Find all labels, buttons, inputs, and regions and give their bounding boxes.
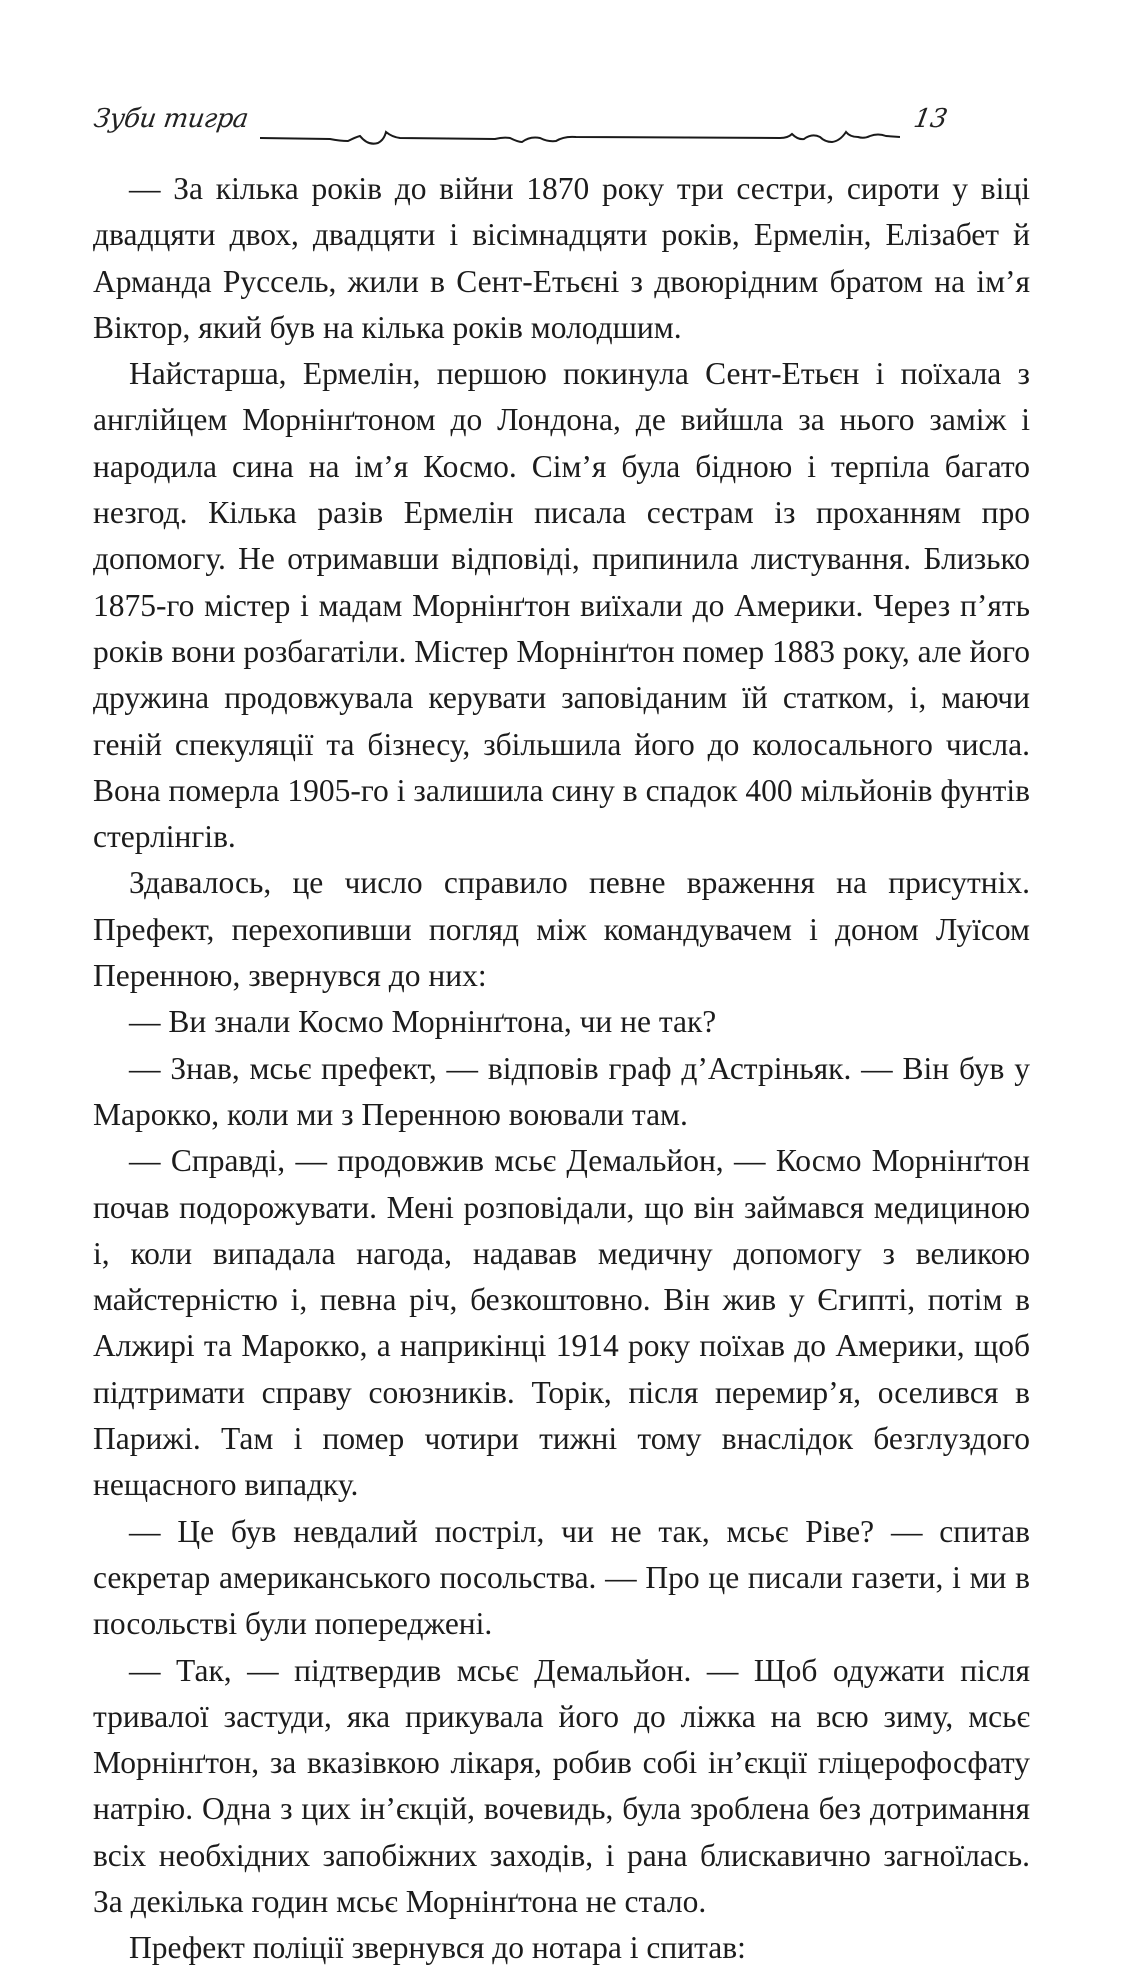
page-number: 13 — [911, 104, 950, 134]
running-head-title: Зуби тигра — [91, 104, 250, 134]
paragraph: — Так, — підтвердив мсьє Демальйон. — Щоб одужати після тривалої застуди, яка прикувала його до ліжка на всю зиму, мсьє Морнінґтон, за вказівкою лікаря, робив собі ін’єкції гліцерофосфату натрію. Одна з цих ін’єкцій, вочевидь, була зроблена без дотримання всіх необхідних запобіжних заходів, і рана блискавично загноїлась. За декілька годин мсьє Морнінґтона не стало. — [93, 1652, 1030, 1919]
paragraph: — За кілька років до війни 1870 року три сестри, сироти у віці двадцяти двох, двадцяти і вісімнадцяти років, Ермелін, Елізабет й Арманда Руссель, жили в Сент-Етьєні з двоюрідним братом на ім’я Віктор, який був на кілька років молодшим. — [93, 171, 1030, 345]
running-head — [92, 100, 1042, 160]
paragraph: — Це був невдалий постріл, чи не так, мсьє Ріве? — спитав секретар американського посольства. — Про це писали газети, і ми в посольстві були попереджені. — [93, 1513, 1030, 1642]
paragraph: — Справді, — продовжив мсьє Демальйон, — Космо Морнінґтон почав подорожувати. Мені розповідали, що він займався медициною і, коли випадала нагода, надавав медичну допомогу з великою майстерністю і, певна річ, безкоштовно. Він жив у Єгипті, потім в Алжирі та Марокко, а наприкінці 1914 року поїхав до Америки, щоб підтримати справу союзників. Торік, після перемир’я, оселився в Парижі. Там і помер чотири тижні тому внаслідок безглуздого нещасного випадку. — [93, 1143, 1030, 1503]
paragraph: Найстарша, Ермелін, першою покинула Сент-Етьєн і поїхала з англійцем Морнінґтоном до Лондона, де вийшла за нього заміж і народила сина на ім’я Космо. Сім’я була бідною і терпіла багато незгод. Кілька разів Ермелін писала сестрам із проханням про допомогу. Не отримавши відповіді, припинила листування. Близько 1875-го містер і мадам Морнінґтон виїхали до Америки. Через п’ять років вони розбагатіли. Містер Морнінґтон помер 1883 року, але його дружина продовжувала керувати заповіданим їй статком, і, маючи геній спекуляції та бізнесу, збільшила його до колосального числа. Вона померла 1905-го і залишила сину в спадок 400 мільйонів фунтів стерлінгів. — [93, 356, 1030, 855]
body-text — [93, 166, 1030, 1972]
paragraph: Префект поліції звернувся до нотара і спитав: — [129, 1930, 746, 1966]
paragraph: — Знав, мсьє префект, — відповів граф д’Астріньяк. — Він був у Марокко, коли ми з Перенною воювали там. — [93, 1050, 1030, 1132]
paragraph: — Ви знали Космо Морнінґтона, чи не так? — [129, 1004, 717, 1040]
paragraph: Здавалось, це число справило певне враження на присутніх. Префект, перехопивши погляд між командувачем і доном Луїсом Перенною, звернувся до них: — [93, 865, 1030, 994]
ornamental-rule — [260, 120, 900, 150]
